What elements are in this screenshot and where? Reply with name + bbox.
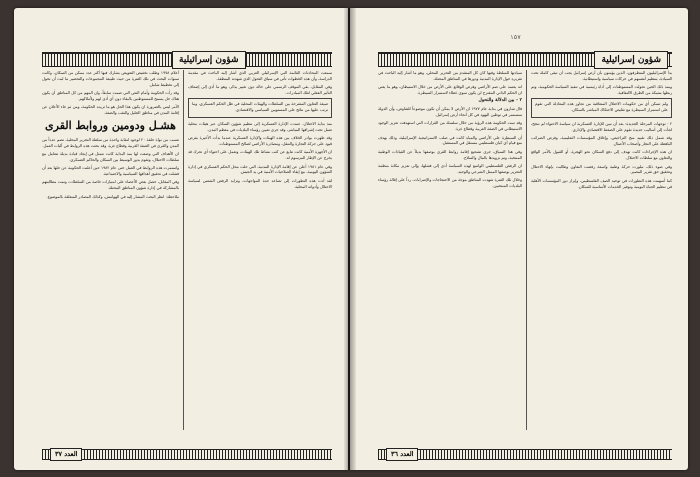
- right-page-number: العدد ٣٦: [386, 448, 418, 461]
- paragraph: بدأ الإسرائيليون المتطرفون، الذين يؤمنون بأن أرض إسرائيل يجب أن تبقى كاملة تحت السيادة، بتنظيم أنفسهم في حركات سياسية واستيطانية.: [531, 70, 672, 81]
- paragraph: وقد تبنت الحكومة هذه الرؤية من خلال سلسلة من القرارات التي استهدفت تعزيز الوجود الاستيطاني في الضفة الغربية وقطاع غزة.: [378, 120, 522, 132]
- left-page: [14, 8, 348, 470]
- paragraph: انه يعتمد على ضم الأراضي وفرض الوقائع على الأرض من خلال الاستيطان، وهو ما يعني ان الحكم الذاتي المقترح لن يكون سوى غطاء لاستمرار السيطرة.: [378, 84, 522, 95]
- paragraph: وخلال تلك الفترة شهدت المناطق موجة من الاحتجاجات والإضرابات، رداً على إقالة رؤساء البلديات المنتخبين.: [378, 177, 522, 188]
- column-divider: [526, 70, 527, 430]
- paragraph: وفي المقابل، بقي الموقف الرسمي على حاله دون تغيير يذكر، وهو ما أدى إلى إضعاف التأثير الفعلي لتلك المبادرات.: [188, 84, 332, 95]
- paragraph: تتسب من نواة حلقة ٢٠ لوجود لنقابة واحدة من سلطة التحرير المحلية، تضم عدداً من المدن والقرى في الضفة الغربية وقطاع غزة، وقد بحثت هذه الروابط في آليات العمل.: [42, 136, 179, 148]
- paragraph: وقد ظهرت بوادر الخلاف بين هذه الهيئات والإدارة العسكرية عندما بدأت الأخيرة بفرض قيود على حركة التجارة والتنقل، ومصادرة الأراضي لصالح المستوطنات.: [188, 135, 332, 146]
- right-page: [350, 8, 688, 470]
- right-section-title: شؤون إسرائيلية: [594, 51, 668, 69]
- boxed-note-text: صيغة التعاون المقترحة بين السلطات والهيئات المحلية في ظل الحكم العسكري، وما ترتب عليها من نتائج على المستويين السياسي والاقتصادي.: [192, 101, 328, 113]
- paragraph: وفي عام ١٩٨١ أعلن عن إقامة الإدارة المدنية، التي حلت محل الحكم العسكري في إدارة الشؤون اليومية، مع إبقاء الصلاحيات الأمنية في يد الجيش.: [188, 163, 332, 175]
- right-column-c: [378, 70, 522, 432]
- paragraph: وفي المقابل، حصل بعض الأعضاء على امتيازات خاصة من السلطات، وتمت مطالبتهم بالمشاركة في إدارة شؤون المناطق المحتلة.: [42, 179, 179, 191]
- paragraph: لقد أدت هذه التطورات إلى تصاعد حدة المواجهات، وتزايد الرفض الشعبي لسياسة الاحتلال وأدواته المحلية.: [188, 177, 332, 189]
- paragraph: الأمر ليس بالضرورة ان يكون هذا الحل هو ما تريده الحكومة، ومن ثم جاء الأعلان عن إقامة المدن في مناطق الجليل والنقب والضفة.: [42, 104, 179, 115]
- column-divider: [183, 70, 184, 430]
- book-gutter: [344, 8, 356, 470]
- paragraph: ان هذه الإجراءات كانت تهدف إلى دفع السكان نحو الهجرة، أو القبول بالأمر الواقع والتعاون مع سلطات الاحتلال.: [531, 149, 672, 161]
- top-page-number: ١٥٧: [510, 34, 521, 41]
- paragraph: سمعت المحادثات القائمة التي الإسرائيلي العربي الذي أشار إليه الباحث في مقدمة الدراسة، وأن هذه الخطوات تأتي في سياق التحول الذي شهدته المنطقة.: [188, 70, 332, 81]
- paragraph: أعلام ١٩٧٨ وطلب تخفيض التعويض بشارك فيها أكثر عدد ممكن من السكان، وكانت سنوات البحث في تلك الفترة من حيث طبيعة المجموعات والتحضير ما لبث أن تحول إلى تخطيط شامل.: [42, 70, 179, 87]
- left-column-b: [188, 70, 332, 432]
- paragraph: كما أسهمت هذه التطورات في توحيد الصف الفلسطيني، وإبراز دور المؤسسات الأهلية في تنظيم الحياة اليومية وتوفير الخدمات الأساسية للسكان.: [531, 177, 672, 189]
- section-subheading: ٢ - بين الدلالة والتحول: [478, 98, 522, 104]
- boxed-note: [531, 98, 672, 118]
- right-page-header: [378, 52, 672, 67]
- paragraph: وفي هذا السياق، جرى تشجيع إقامة روابط القرى بوصفها بديلاً عن القيادات الوطنية المنتخبة، وتم تزويدها بالمال والسلاح.: [378, 148, 522, 160]
- paragraph: وقد شمل ذلك تقييد منح التراخيص، وإغلاق المؤسسات التعليمية، وفرض الضرائب الباهظة على التجار وأصحاب الأعمال.: [531, 135, 672, 146]
- paragraph: سيادتها للسلطة وفيها كان كل المتقدم من التحرير المحلي، وهو ما أشار إليه الباحث في تقريره حول الإدارة المدنية ودورها في المناطق المحتلة.: [378, 70, 522, 81]
- paragraph: وقد رأت الحكومة وأمام النص التي ضمت سابقاً، وان المهم من كل المناطق أن يكون هناك حل يسمح للمستوطنين بالبقاء دون أي أذى لهم ولأملاكهم.: [42, 89, 179, 101]
- paragraph: منذ بداية الاحتلال، عمدت الإدارة العسكرية إلى تنظيم شؤون السكان عبر هيئات محلية تعمل تحت إشرافها المباشر، وقد جرى تعيين رؤساء البلديات في معظم المدن.: [188, 120, 332, 132]
- paragraph: ان الأهداف التي وضعت لها منذ البداية كانت تتمثل في إيجاد قيادة بديلة تتعامل مع سلطات الاحتلال، وتقوم بدور الوسيط بين السكان والحاكم العسكري.: [42, 150, 179, 162]
- left-page-header: [42, 52, 332, 67]
- paragraph: ٢ - توجهات المرحلة الجديدة: بعد أن تبين للإدارة العسكرية ان سياسة الاحتواء لم تنجح، لجأت إلى أساليب جديدة تقوم على الضغط الاقتصادي والإداري.: [531, 120, 672, 132]
- left-page-footer: [42, 449, 332, 460]
- paragraph: ان الأجهزة الأمنية كانت تتابع عن كثب نشاط تلك الهيئات، وتعمل على احتواء أي تحرك قد يخرج عن الإطار المرسوم له.: [188, 149, 332, 161]
- paragraph: واستمرت هذه الروابط في العمل حتى عام ١٩٨٢ حين أعلنت الحكومة عن حلها بعد أن فشلت في تحقيق أهدافها السياسية والاجتماعية.: [42, 165, 179, 176]
- paragraph: وفي ضوء ذلك، تبلورت حركة وطنية واسعة رفضت التعاون وطالبت بإنهاء الاحتلال وتحقيق حق تقرير المصير.: [531, 163, 672, 175]
- boxed-note: [188, 98, 332, 118]
- paragraph: ان الرفض الفلسطيني الواسع لهذه السياسة أدى إلى فشلها، وإلى تعزيز مكانة منظمة التحرير بوصفها الممثل الشرعي والوحيد.: [378, 162, 522, 174]
- right-page-footer: [378, 449, 672, 460]
- paragraph: ومنذ ذلك الحين تحولت المستوطنات إلى أداة رئيسية في تنفيذ السياسة الحكومية، وتم ربطها بشبكة من الطرق الالتفافية.: [531, 84, 672, 95]
- left-page-number: العدد ٣٧: [50, 448, 82, 461]
- paragraph: ملاحظة: انظر البحث المشار إليه في الهوامش، وكذلك المصادر المتعلقة بالموضوع.: [46, 193, 179, 199]
- paragraph: قال شارون في بداية عام ١٩٧٧ ان الأرض لا يمكن أن تكون موضوعاً للتفاوض، وأن الدولة ستستمر في توطين اليهود في كل أنحاء أرض إسرائيل.: [378, 106, 522, 117]
- boxed-note-text: ولم تتمكن أي من حكومات الاحتلال المتعاقبة من تجاوز هذه المعادلة التي تقوم على استمرار السيطرة مع تقليص الاحتكاك المباشر بالسكان.: [535, 101, 668, 113]
- article-heading: هشـل ودومين وروابط القرى: [45, 118, 176, 132]
- left-column-a: [42, 70, 179, 432]
- right-column-d: [531, 70, 672, 432]
- left-section-title: شؤون إسرائيلية: [172, 51, 246, 69]
- paragraph: أن السيطرة على الأراضي والمياه كانت في صلب الاستراتيجية الإسرائيلية، وذلك بهدف منع قيام أي كيان فلسطيني مستقل في المستقبل.: [378, 134, 522, 146]
